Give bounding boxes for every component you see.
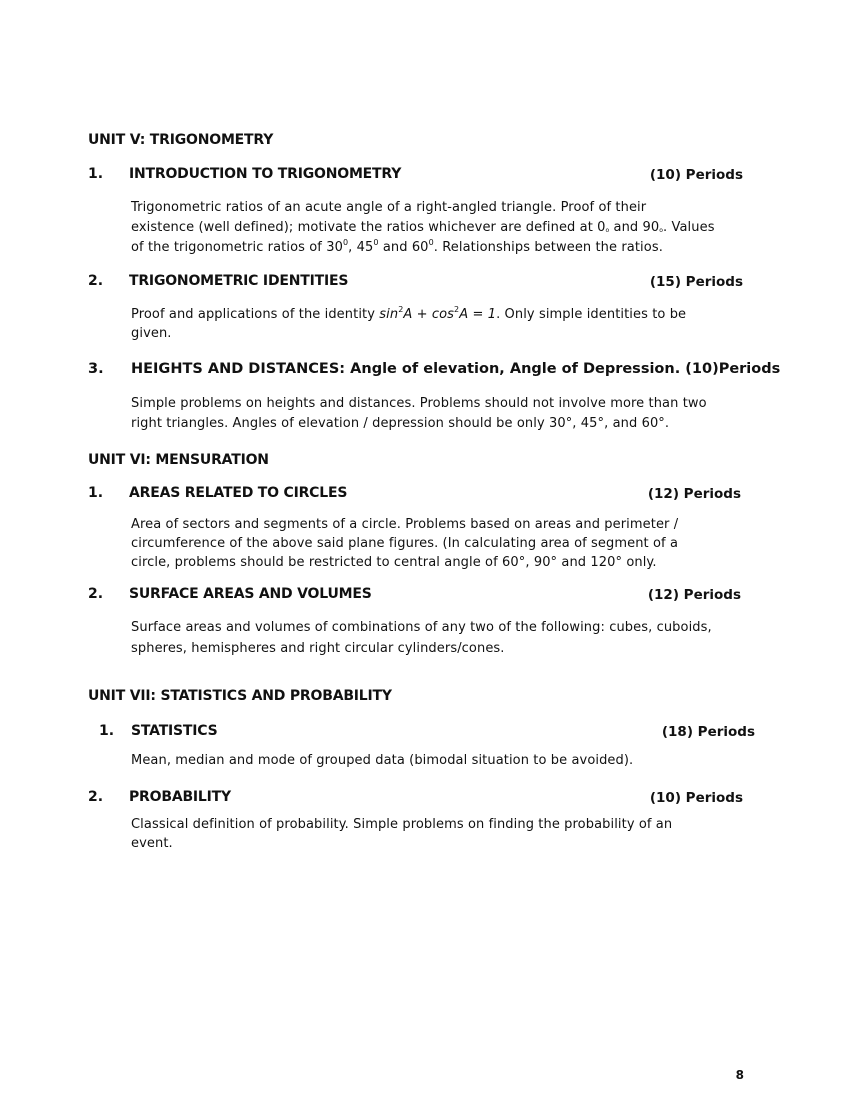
description-line: existence (well defined); motivate the ratios whichever are defined at 0$^o$ and 90$^o$. Values [131, 220, 715, 235]
topic-description [131, 515, 743, 572]
description-line: spheres, hemispheres and right circular cylinders/cones. [131, 641, 505, 656]
unit-vi-heading: UNIT VI: MENSURATION [88, 452, 269, 468]
topic-title-probability: PROBABILITY [129, 789, 231, 805]
periods-label: (12) Periods [647, 486, 741, 502]
description-line: Classical definition of probability. Simple problems on finding the probability of an [131, 817, 673, 832]
topic-title-heights-distances: HEIGHTS AND DISTANCES [131, 361, 340, 377]
topic-number: 2. [88, 273, 104, 289]
page-number: 8 [735, 1068, 744, 1082]
description-line: Trigonometric ratios of an acute angle of a right-angled triangle. Proof of their [131, 200, 647, 215]
topic-description [131, 751, 743, 770]
topic-title-intro-trigonometry: INTRODUCTION TO TRIGONOMETRY [129, 166, 402, 182]
description-line: right triangles. Angles of elevation / depression should be only 30°, 45°, and 60°. [131, 416, 670, 431]
description-line: given. [131, 326, 172, 341]
description-line: Mean, median and mode of grouped data (bimodal situation to be avoided). [131, 753, 634, 768]
description-line: Area of sectors and segments of a circle. Problems based on areas and perimeter / [131, 517, 679, 532]
topic-title-statistics: STATISTICS [131, 723, 218, 739]
periods-label: (12) Periods [647, 587, 741, 603]
periods-label: (10) Periods [649, 167, 743, 183]
description-line: Simple problems on heights and distances. Problems should not involve more than two [131, 396, 707, 411]
topic-heights-distances-heading [88, 361, 781, 377]
topic-description [131, 617, 743, 659]
description-line: circle, problems should be restricted to central angle of 60°, 90° and 120° only. [131, 555, 657, 570]
topic-subtitle: : Angle of elevation, Angle of Depression. (10)Periods [339, 361, 781, 377]
description-line: Surface areas and volumes of combinations of any two of the following: cubes, cuboids, [131, 620, 712, 635]
unit-vii-heading: UNIT VII: STATISTICS AND PROBABILITY [88, 688, 392, 704]
topic-number: 1. [88, 166, 104, 182]
topic-title-surface-areas: SURFACE AREAS AND VOLUMES [129, 586, 372, 602]
topic-number: 2. [88, 789, 104, 805]
topic-description [131, 394, 743, 434]
topic-description [131, 305, 743, 343]
topic-title-areas-circles: AREAS RELATED TO CIRCLES [129, 485, 348, 501]
topic-number: 1. [88, 485, 104, 501]
topic-title-trig-identities: TRIGONOMETRIC IDENTITIES [129, 273, 349, 289]
periods-label: (10) Periods [649, 790, 743, 806]
topic-number: 3. [88, 361, 104, 377]
topic-number: 1. [99, 723, 115, 739]
topic-number: 2. [88, 586, 104, 602]
unit-v-heading: UNIT V: TRIGONOMETRY [88, 132, 274, 148]
description-line: Proof and applications of the identity $\sin^2A + \cos^2A = 1$. Only simple identities to be [131, 305, 687, 322]
description-line: event. [131, 836, 173, 851]
description-line: circumference of the above said plane figures. (In calculating area of segment of a [131, 536, 679, 551]
periods-label: (18) Periods [661, 724, 755, 740]
description-line: of the trigonometric ratios of $30^0$, $45^0$ and $60^0$. Relationships between the ratios. [131, 238, 663, 255]
topic-description [131, 198, 743, 258]
periods-label: (15) Periods [649, 274, 743, 290]
topic-description [131, 815, 743, 853]
